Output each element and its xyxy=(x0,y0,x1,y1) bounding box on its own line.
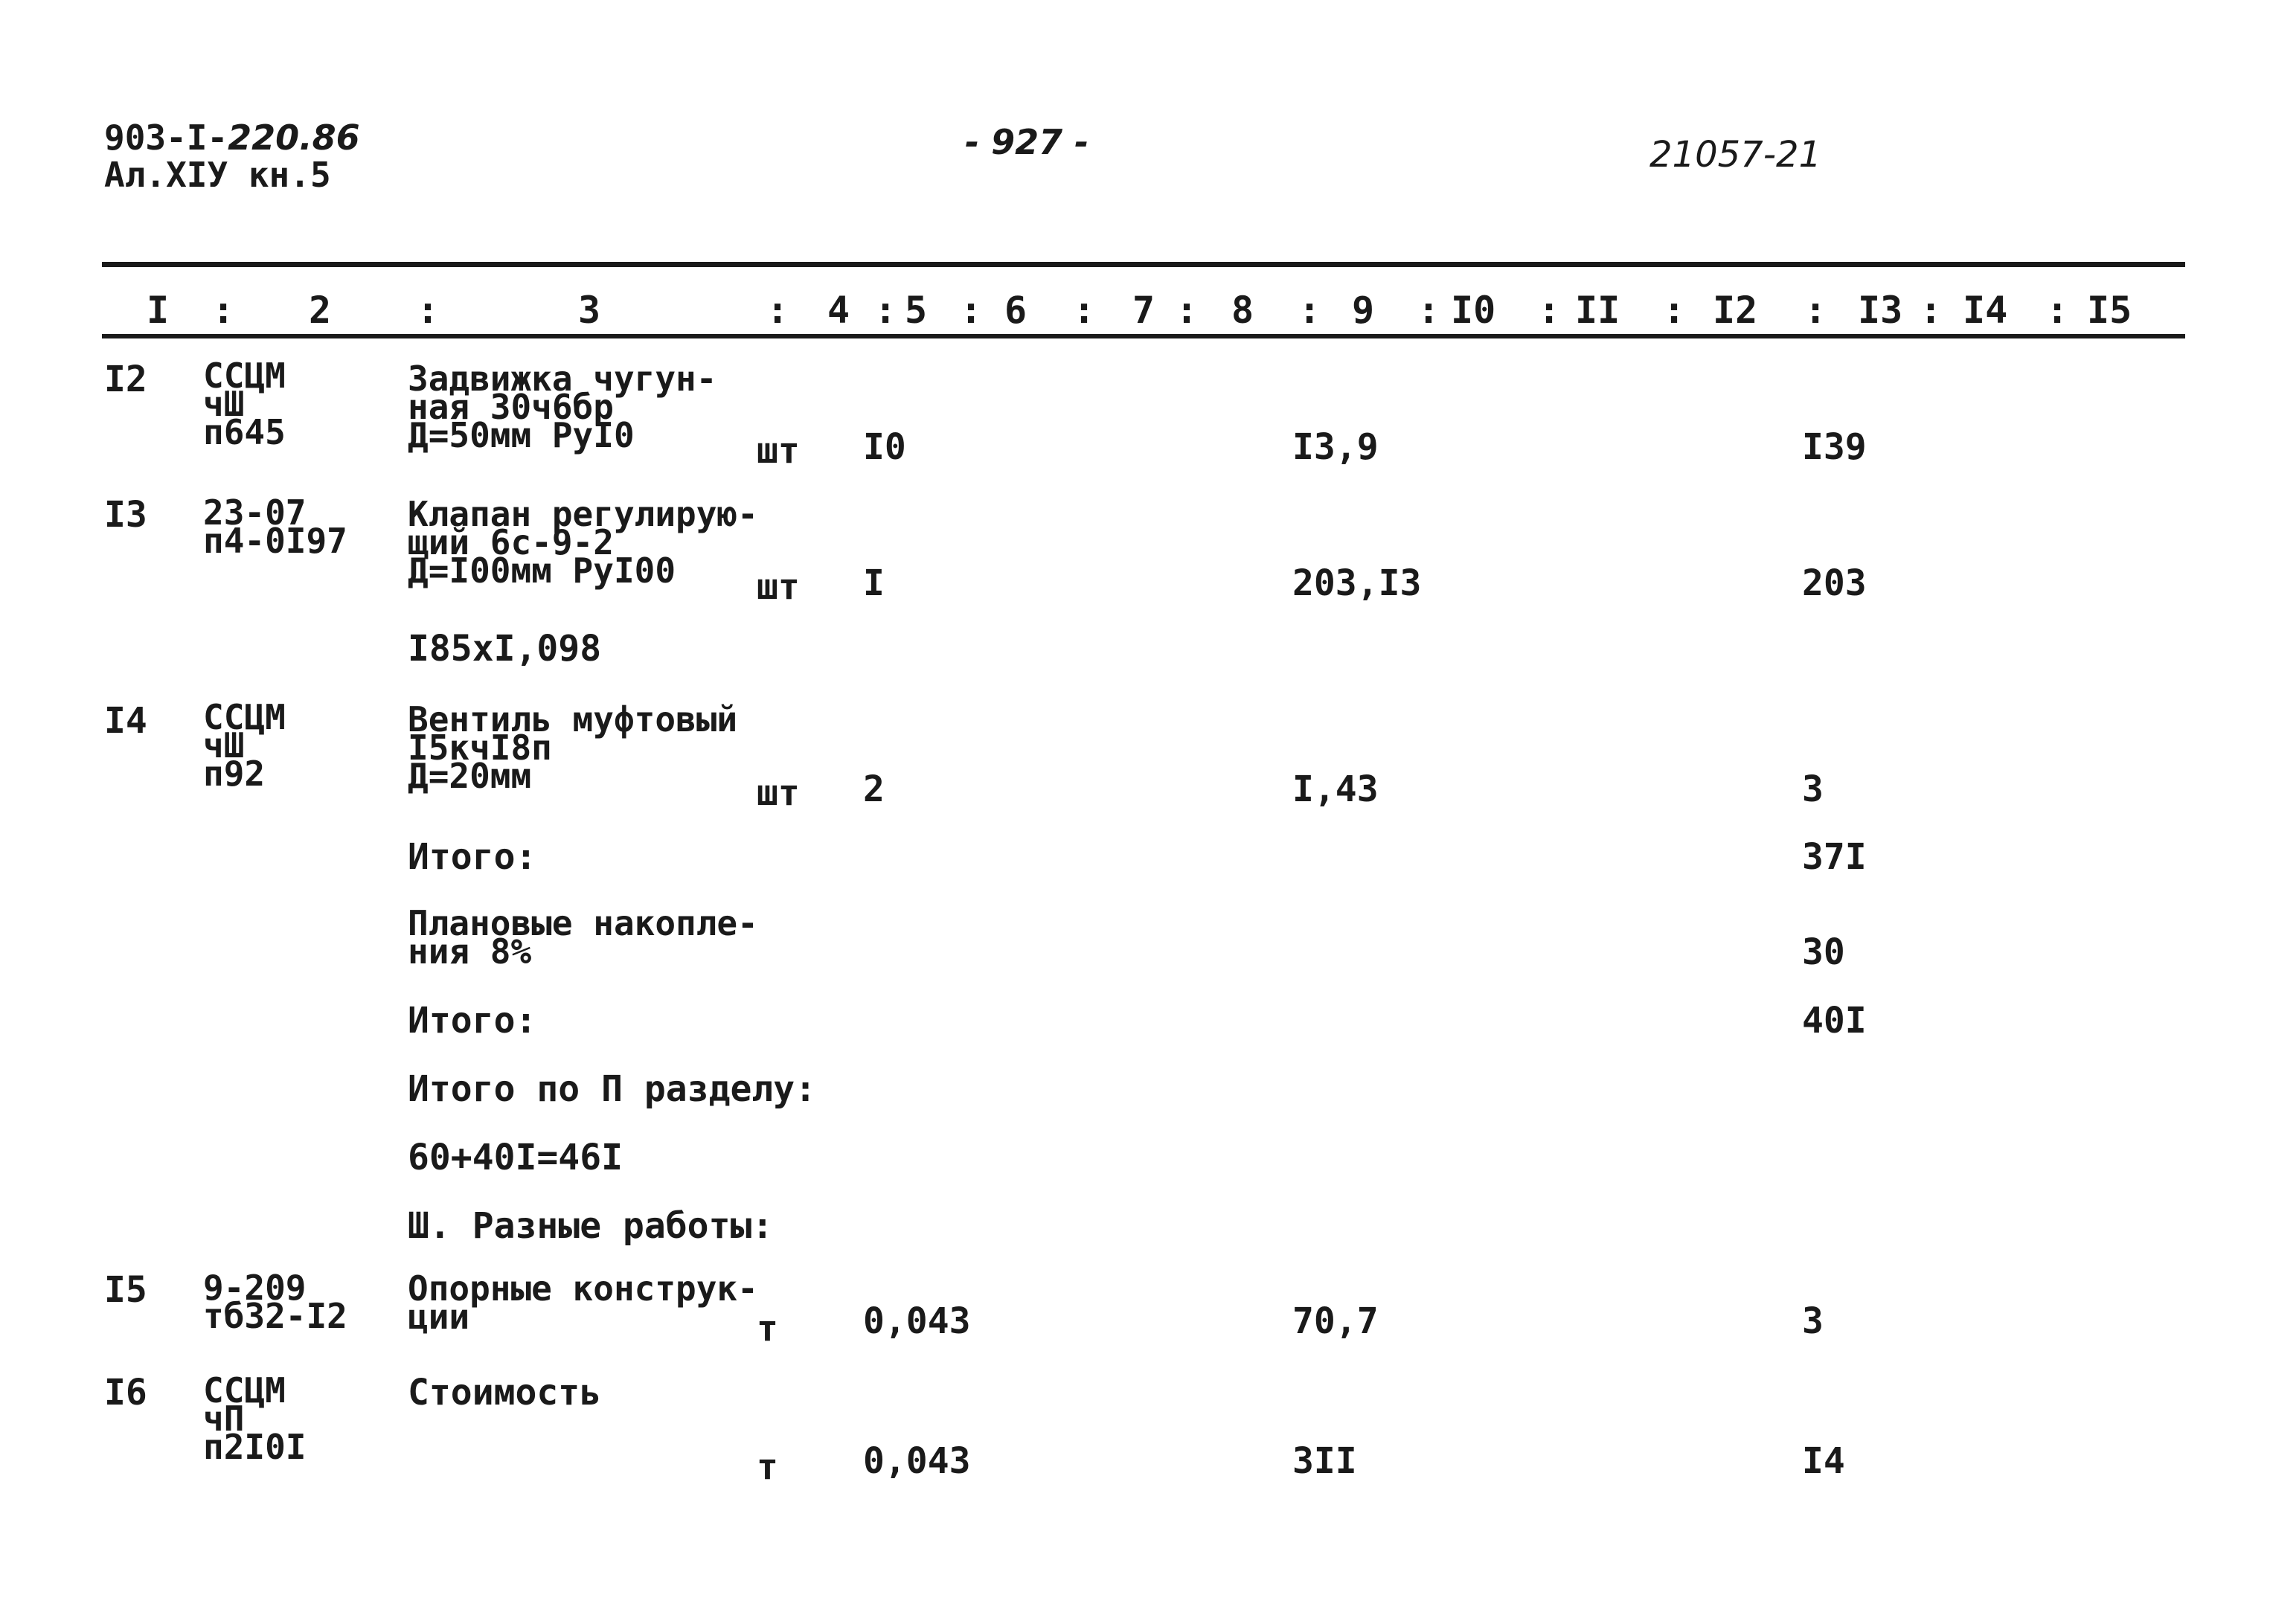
unit-price: 3II xyxy=(1292,1440,1357,1482)
col-header-1: I xyxy=(147,289,170,332)
rate-code: 23-07 п4-0I97 xyxy=(203,492,347,561)
col-header-3: 3 xyxy=(578,289,601,332)
col-separator: : xyxy=(1176,289,1199,332)
row-number: I4 xyxy=(104,700,147,742)
total-cost: 3 xyxy=(1802,1300,1824,1342)
col-separator: : xyxy=(874,289,897,332)
section-heading: Ш. Разные работы: xyxy=(408,1205,774,1247)
col-header-4: 4 xyxy=(827,289,850,332)
rate-code: ССЦМ чШ п92 xyxy=(203,697,286,794)
col-header-14: I4 xyxy=(1963,289,2008,332)
item-name: Опорные конструк- ции xyxy=(408,1268,758,1337)
subtotal-value: 37I xyxy=(1802,836,1867,878)
doc-code xyxy=(104,118,360,158)
header-rule-top xyxy=(102,262,2185,267)
formula-line: I85xI,098 xyxy=(408,628,602,670)
col-header-13: I3 xyxy=(1858,289,1903,332)
col-header-9: 9 xyxy=(1352,289,1375,332)
unit: шт xyxy=(757,566,800,608)
rate-code: 9-209 тб32-I2 xyxy=(203,1268,347,1336)
doc-number: 21057-21 xyxy=(1649,134,1822,176)
row-number: I3 xyxy=(104,494,147,536)
subtotal-label: Итого: xyxy=(408,836,537,878)
item-name: Клапан регулирую- щий 6с-9-2 Д=I00мм РуI00 xyxy=(408,494,758,591)
unit: шт xyxy=(757,772,800,814)
unit: т xyxy=(757,1308,778,1349)
header-rule-bottom xyxy=(102,334,2185,338)
col-header-15: I5 xyxy=(2087,289,2132,332)
unit-price: I3,9 xyxy=(1292,426,1379,468)
col-header-7: 7 xyxy=(1132,289,1155,332)
col-separator: : xyxy=(1538,289,1561,332)
col-header-2: 2 xyxy=(309,289,332,332)
total-cost: 3 xyxy=(1802,768,1824,810)
unit-price: 70,7 xyxy=(1292,1300,1379,1342)
rate-code: ССЦМ чП п2I0I xyxy=(203,1370,307,1467)
section-total-label: Итого по П разделу: xyxy=(408,1068,817,1110)
col-separator: : xyxy=(417,289,440,332)
section-total-formula: 60+40I=46I xyxy=(408,1137,623,1178)
col-header-11: II xyxy=(1575,289,1620,332)
page-number: - 927 - xyxy=(965,122,1089,162)
doc-code-prefix: 903-I- xyxy=(104,118,228,158)
unit: шт xyxy=(757,430,800,472)
quantity: 0,043 xyxy=(863,1440,971,1482)
unit: т xyxy=(757,1446,778,1488)
doc-code-handwritten: 220.86 xyxy=(228,118,360,158)
quantity: 2 xyxy=(863,768,885,810)
col-header-5: 5 xyxy=(905,289,928,332)
unit-price: 203,I3 xyxy=(1292,562,1422,604)
total-cost: 203 xyxy=(1802,562,1867,604)
row-number: I2 xyxy=(104,359,147,400)
quantity: I xyxy=(863,562,885,604)
col-separator: : xyxy=(766,289,789,332)
col-separator: : xyxy=(1920,289,1943,332)
col-separator: : xyxy=(960,289,983,332)
rate-code: ССЦМ чШ п645 xyxy=(203,356,286,452)
col-header-6: 6 xyxy=(1004,289,1027,332)
item-name: Стоимость xyxy=(408,1372,602,1413)
col-separator: : xyxy=(1298,289,1321,332)
planned-savings-value: 30 xyxy=(1802,931,1845,973)
total-cost: I4 xyxy=(1802,1440,1845,1482)
total-cost: I39 xyxy=(1802,426,1867,468)
item-name: Вентиль муфтовый I5кчI8п Д=20мм xyxy=(408,699,738,796)
col-header-8: 8 xyxy=(1231,289,1254,332)
row-number: I5 xyxy=(104,1269,147,1311)
quantity: 0,043 xyxy=(863,1300,971,1342)
col-separator: : xyxy=(1804,289,1827,332)
col-separator: : xyxy=(1417,289,1440,332)
col-header-10: I0 xyxy=(1451,289,1496,332)
planned-savings-label: Плановые накопле- ния 8% xyxy=(408,903,758,972)
total-value: 40I xyxy=(1802,1000,1867,1042)
col-header-12: I2 xyxy=(1713,289,1758,332)
unit-price: I,43 xyxy=(1292,768,1379,810)
col-separator: : xyxy=(1663,289,1686,332)
total-label: Итого: xyxy=(408,1000,537,1042)
album-line: Ал.XIУ кн.5 xyxy=(104,155,331,195)
quantity: I0 xyxy=(863,426,906,468)
row-number: I6 xyxy=(104,1372,147,1413)
col-separator: : xyxy=(212,289,235,332)
item-name: Задвижка чугун- ная 30ч6бр Д=50мм РуI0 xyxy=(408,359,717,455)
col-separator: : xyxy=(1073,289,1096,332)
col-separator: : xyxy=(2046,289,2069,332)
